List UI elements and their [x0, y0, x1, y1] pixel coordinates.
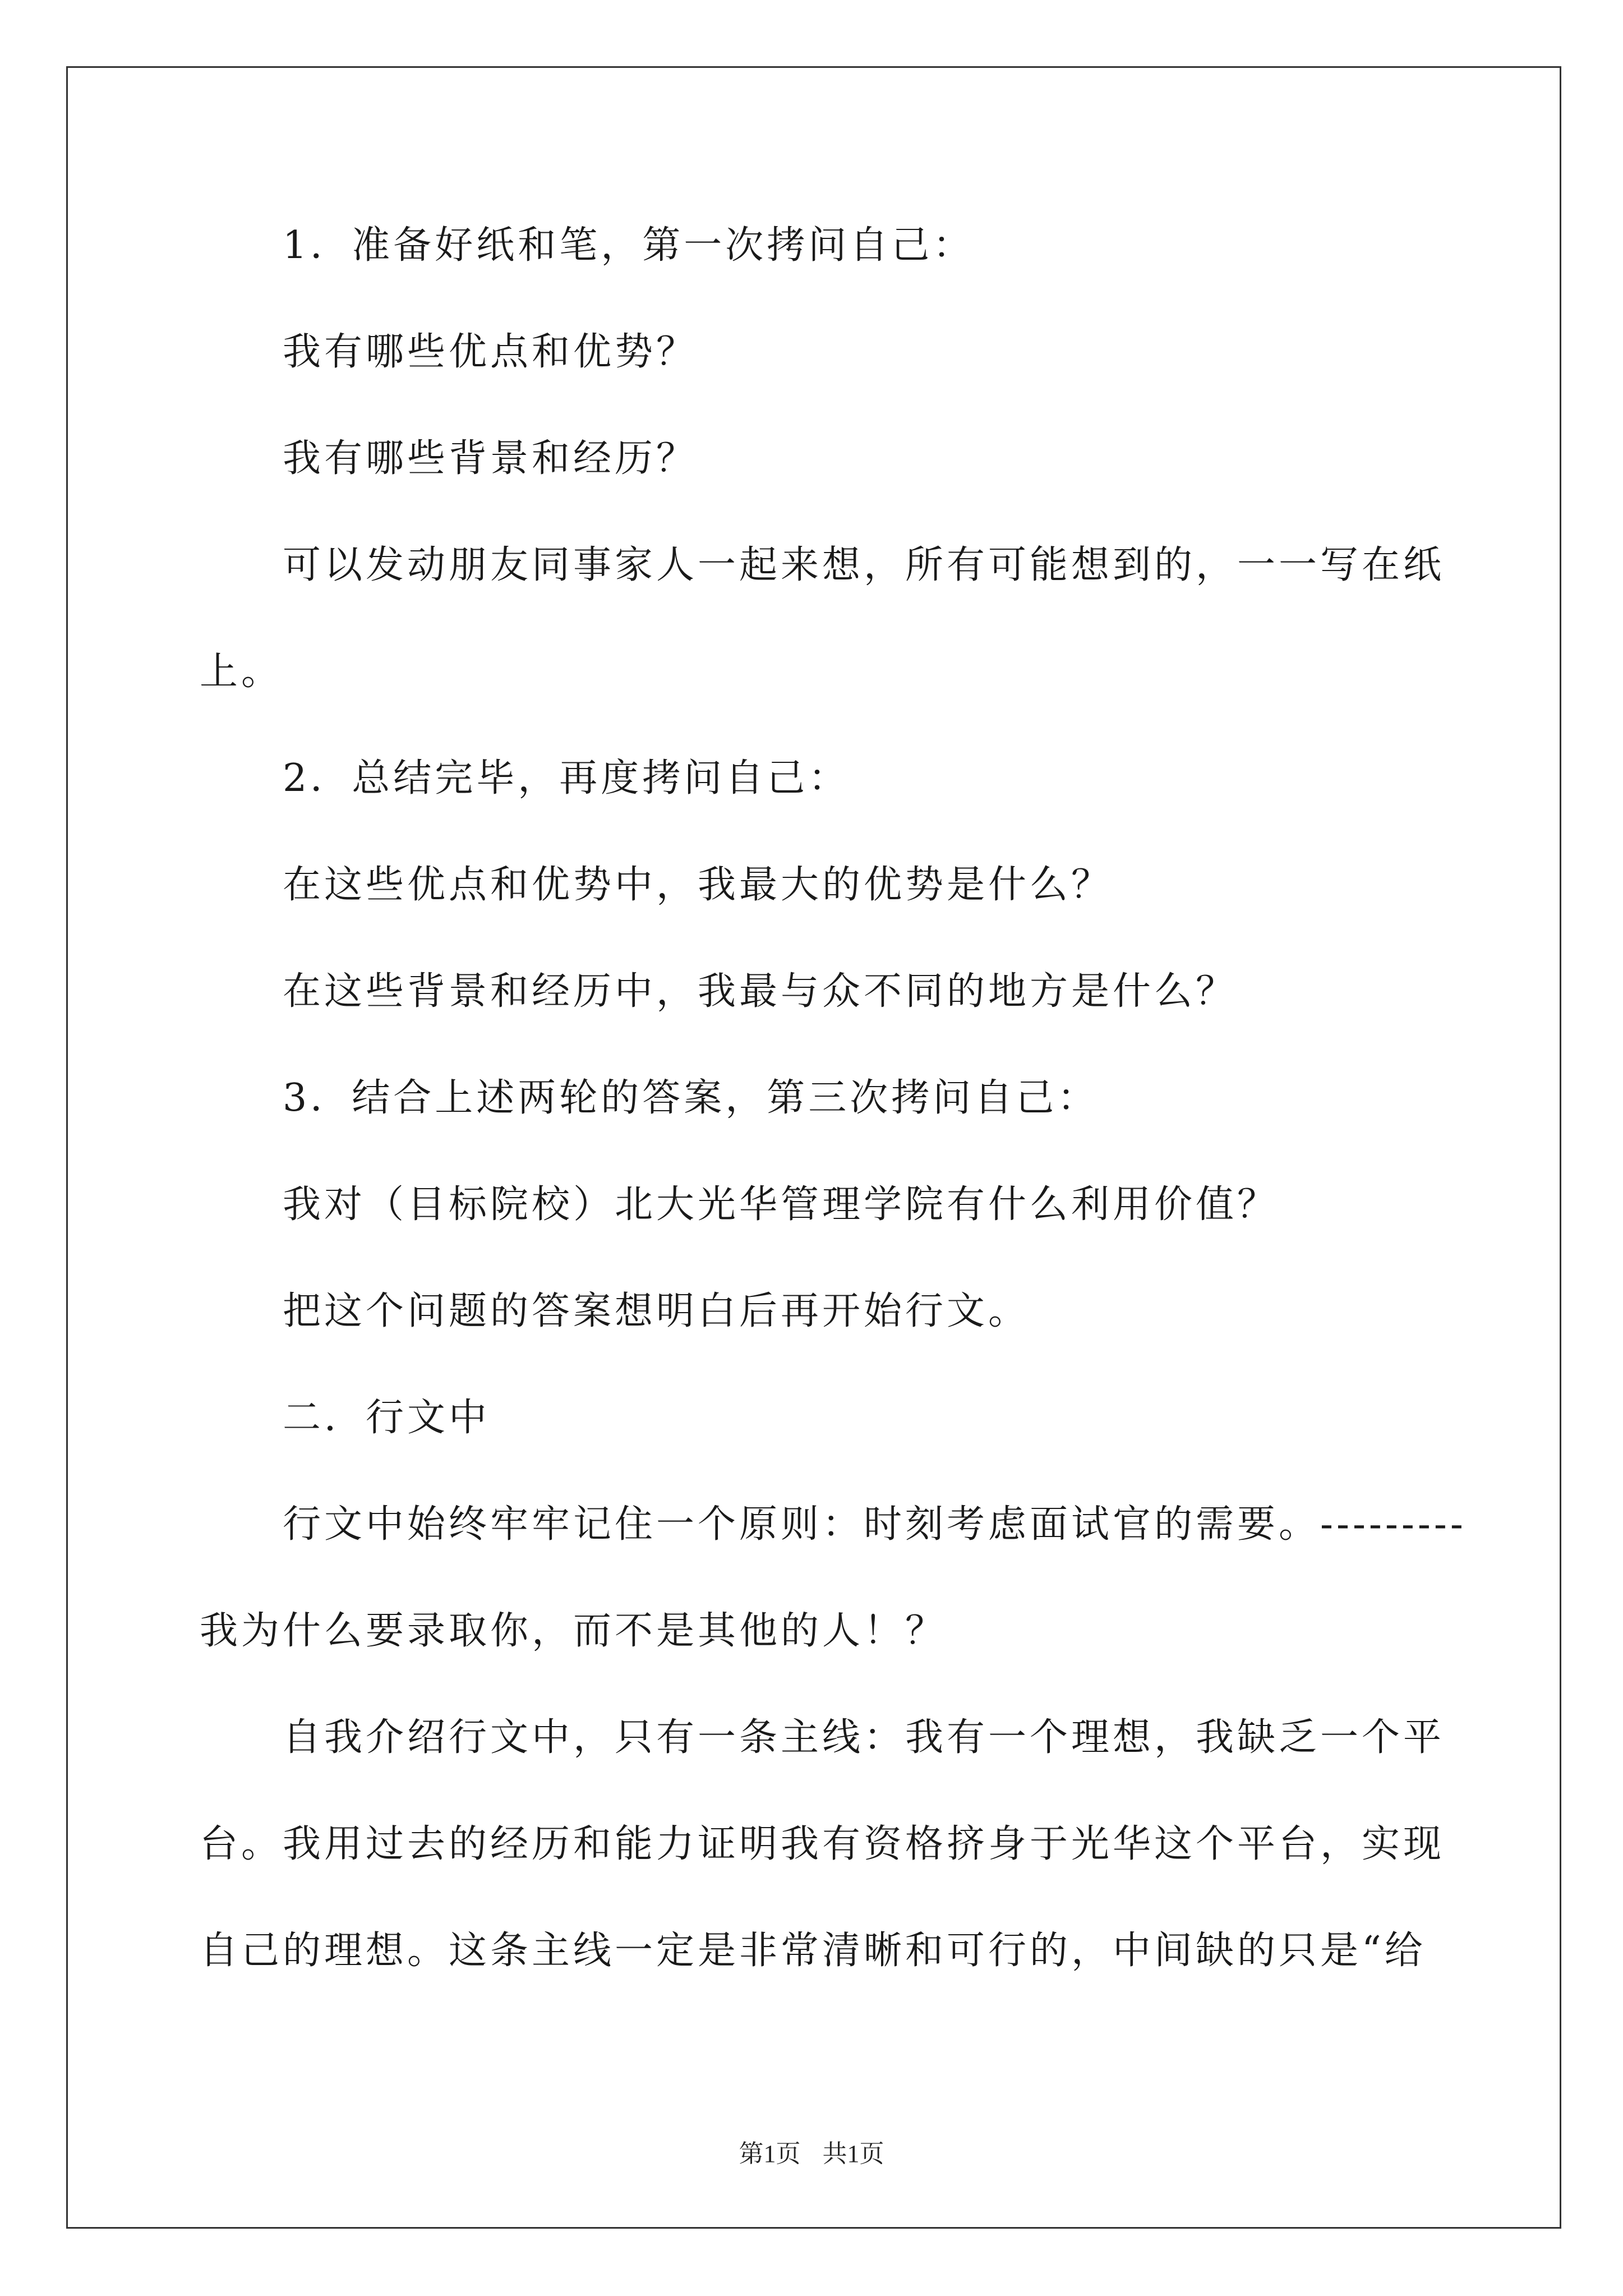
- paragraph-mainline-line-2: 台。我用过去的经历和能力证明我有资格挤身于光华这个平台，实现: [200, 1822, 1445, 1866]
- paragraph-question-strengths: 我有哪些优点和优势？: [283, 330, 698, 374]
- paragraph-mainline-line-3: 自己的理想。这条主线一定是非常清晰和可行的，中间缺的只是“给: [200, 1929, 1426, 1973]
- paragraph-think-before-writing: 把这个问题的答案想明白后再开始行文。: [283, 1289, 1030, 1333]
- paragraph-principle-line-2: 我为什么要录取你，而不是其他的人！？: [200, 1609, 947, 1653]
- page-footer: [0, 2137, 1623, 2171]
- paragraph-mainline-line-1: 自我介绍行文中，只有一条主线：我有一个理想，我缺乏一个平: [283, 1715, 1445, 1760]
- page-number: 第1页: [739, 2140, 801, 2168]
- paragraph-question-biggest-strength: 在这些优点和优势中，我最大的优势是什么？: [283, 863, 1113, 907]
- paragraph-brainstorm-line-2: 上。: [200, 650, 283, 694]
- paragraph-step-2-heading: 2．总结完毕，再度拷问自己：: [283, 756, 850, 800]
- paragraph-step-1-heading: 1．准备好纸和笔，第一次拷问自己：: [283, 223, 975, 268]
- section-heading-writing: 二．行文中: [283, 1396, 491, 1440]
- paragraph-principle-line-1: 行文中始终牢牢记住一个原则：时刻考虑面试官的需要。---------: [283, 1502, 1467, 1547]
- paragraph-question-background: 我有哪些背景和经历？: [283, 436, 698, 481]
- paragraph-question-value: 我对（目标院校）北大光华管理学院有什么利用价值？: [283, 1182, 1279, 1227]
- paragraph-brainstorm-line-1: 可以发动朋友同事家人一起来想，所有可能想到的，一一写在纸: [283, 543, 1445, 587]
- paragraph-step-3-heading: 3．结合上述两轮的答案，第三次拷问自己：: [283, 1076, 1099, 1120]
- page-border: [66, 66, 1561, 2229]
- page-total: 共1页: [822, 2140, 884, 2168]
- paragraph-question-uniqueness: 在这些背景和经历中，我最与众不同的地方是什么？: [283, 969, 1238, 1014]
